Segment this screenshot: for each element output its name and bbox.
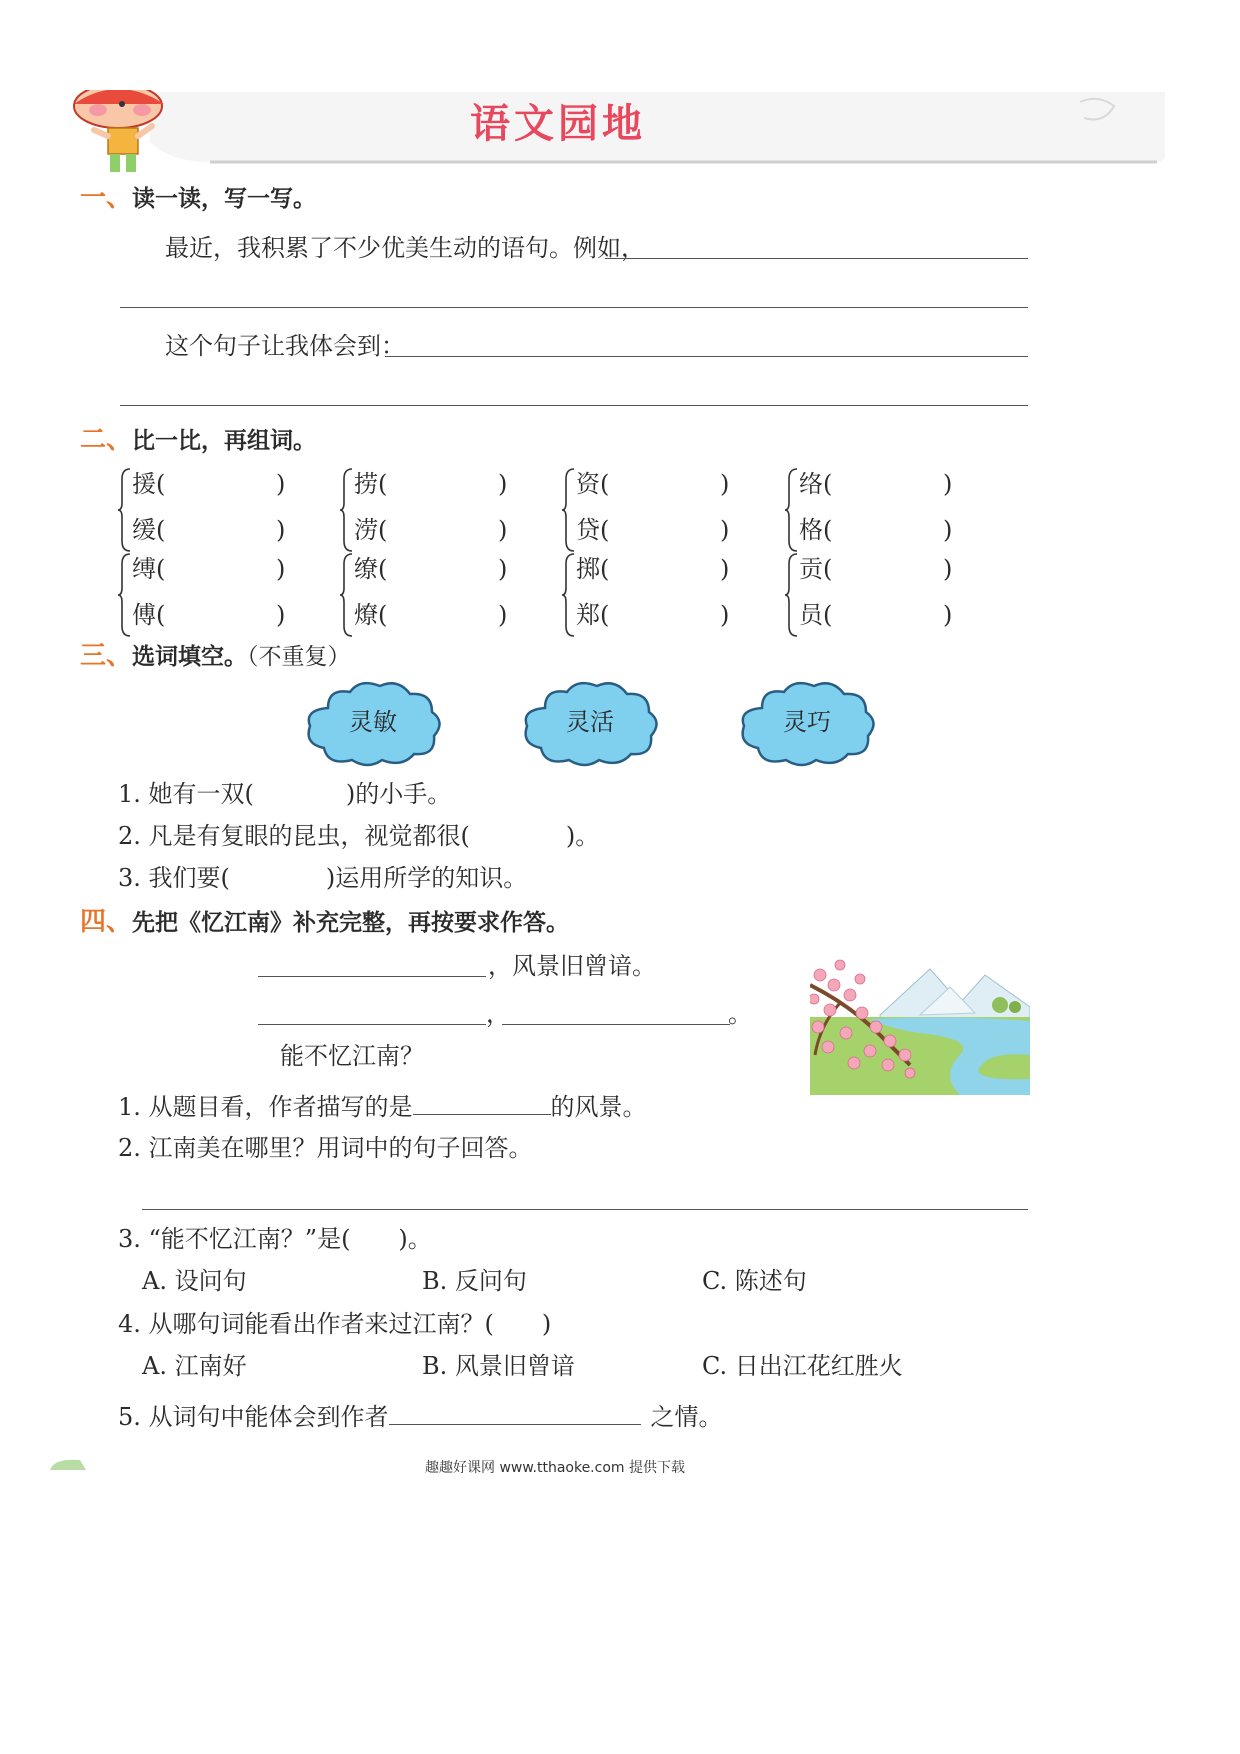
q1-text-end: 的风景。 [550,1093,647,1121]
q1-text: 1. 从题目看，作者描写的是 [118,1093,413,1121]
paren-close: ) [276,516,286,544]
section4-question3: 3. “能不忆江南？”是( )。 [118,1225,432,1253]
word-pair [118,550,358,640]
section4-question4: 4. 从哪句词能看出作者来过江南？( ) [118,1310,552,1338]
word-pair [785,465,1025,555]
cloud-word: 灵活 [566,708,614,736]
footer-text: 趣趣好课网 www.tthaoke.com 提供下载 [425,1460,685,1476]
brace-icon [118,550,132,640]
q1-text-end: )的小手。 [345,780,452,808]
char-b: 傅( [132,601,166,629]
char-a: 贡( [799,555,833,583]
poem-period: 。 [728,1000,752,1028]
section3-heading [80,640,351,673]
section1-title: 读一读，写一写。 [132,186,317,212]
q2-text-end: )。 [565,822,600,850]
section2-title: 比一比，再组词。 [132,428,317,454]
q3-text-end: )运用所学的知识。 [325,864,528,892]
jiangnan-landscape-illustration [810,955,1030,1095]
q3-option-c[interactable]: C. 陈述句 [702,1267,807,1295]
section1-number: 一、 [80,183,133,213]
q3-option-b[interactable]: B. 反问句 [422,1267,527,1295]
q3-option-a[interactable]: A. 设问句 [142,1267,247,1295]
word-pair [562,465,802,555]
paren-close: ) [943,601,953,629]
char-b: 格( [799,516,833,544]
paren-close: ) [498,516,508,544]
poem-comma: ， [486,1000,510,1028]
word-cloud [298,678,448,770]
section1-heading [80,182,316,215]
q2-text: 2. 凡是有复眼的昆虫，视觉都很( [118,822,470,850]
paren-close: ) [720,516,730,544]
q5-text: 5. 从词句中能体会到作者 [118,1403,389,1431]
brace-icon [562,465,576,555]
paren-close: ) [720,555,730,583]
section4-title: 先把《忆江南》补充完整，再按要求作答。 [132,910,570,936]
section1-prompt1: 最近，我积累了不少优美生动的语句。例如， [165,234,645,262]
char-b: 涝( [354,516,388,544]
section3-number: 三、 [80,641,133,671]
q1-text: 1. 她有一双( [118,780,254,808]
section4-question5 [118,1400,723,1433]
paren-close: ) [276,555,286,583]
brace-icon [785,550,799,640]
header-banner [70,92,1165,172]
paren-close: ) [943,516,953,544]
word-pair [340,550,580,640]
char-a: 资( [576,470,610,498]
answer-blank[interactable] [413,1090,551,1115]
answer-line[interactable] [120,405,1028,406]
section3-question2 [118,820,599,852]
char-b: 员( [799,601,833,629]
word-pair [118,465,358,555]
char-b: 燎( [354,601,388,629]
section2-heading [80,424,316,457]
section4-question1 [118,1090,647,1123]
char-b: 郑( [576,601,610,629]
cloud-word: 灵巧 [783,708,831,736]
char-a: 络( [799,470,833,498]
paren-close: ) [943,470,953,498]
word-cloud [732,678,882,770]
poem-line3-text: 能不忆江南？ [280,1042,424,1070]
brace-icon [340,465,354,555]
answer-line[interactable] [385,356,1028,357]
paren-close: ) [498,470,508,498]
char-b: 缓( [132,516,166,544]
poem-blank[interactable] [502,1024,730,1025]
cloud-word: 灵敏 [349,708,397,736]
char-a: 掷( [576,555,610,583]
char-a: 援( [132,470,166,498]
char-a: 缭( [354,555,388,583]
brace-icon [562,550,576,640]
q4-option-b[interactable]: B. 风景旧曾谙 [422,1352,575,1380]
section3-question3 [118,862,527,894]
section1-prompt2: 这个句子让我体会到： [165,332,405,360]
paren-close: ) [276,470,286,498]
answer-blank[interactable] [389,1400,641,1425]
section4-heading [80,906,569,939]
section4-number: 四、 [80,907,133,937]
section2-number: 二、 [80,425,133,455]
word-pair [562,550,802,640]
q4-option-a[interactable]: A. 江南好 [142,1352,247,1380]
section4-question2: 2. 江南美在哪里？用词中的句子回答。 [118,1134,533,1162]
brace-icon [340,550,354,640]
paren-close: ) [720,601,730,629]
word-cloud [515,678,665,770]
answer-line[interactable] [605,258,1028,259]
poem-line1-text: ，风景旧曾谙。 [488,952,656,980]
word-pair [340,465,580,555]
word-pair [785,550,1025,640]
brace-icon [785,465,799,555]
section3-note: （不重复） [247,644,351,670]
paren-close: ) [276,601,286,629]
answer-line[interactable] [120,307,1028,308]
poem-blank[interactable] [258,1024,486,1025]
paren-close: ) [720,470,730,498]
brace-icon [118,465,132,555]
cartoon-girl-icon [70,90,170,176]
q5-text-end: 之情。 [650,1403,723,1431]
q3-text: 3. 我们要( [118,864,230,892]
section3-title: 选词填空。 [132,644,248,670]
answer-line[interactable] [142,1209,1028,1210]
char-a: 缚( [132,555,166,583]
paren-close: ) [498,601,508,629]
section3-question1 [118,778,451,810]
paren-close: ) [498,555,508,583]
page-title: 语文园地 [470,101,646,147]
paren-close: ) [943,555,953,583]
char-a: 捞( [354,470,388,498]
poem-blank[interactable] [258,976,486,977]
char-b: 贷( [576,516,610,544]
q4-option-c[interactable]: C. 日出江花红胜火 [702,1352,903,1380]
